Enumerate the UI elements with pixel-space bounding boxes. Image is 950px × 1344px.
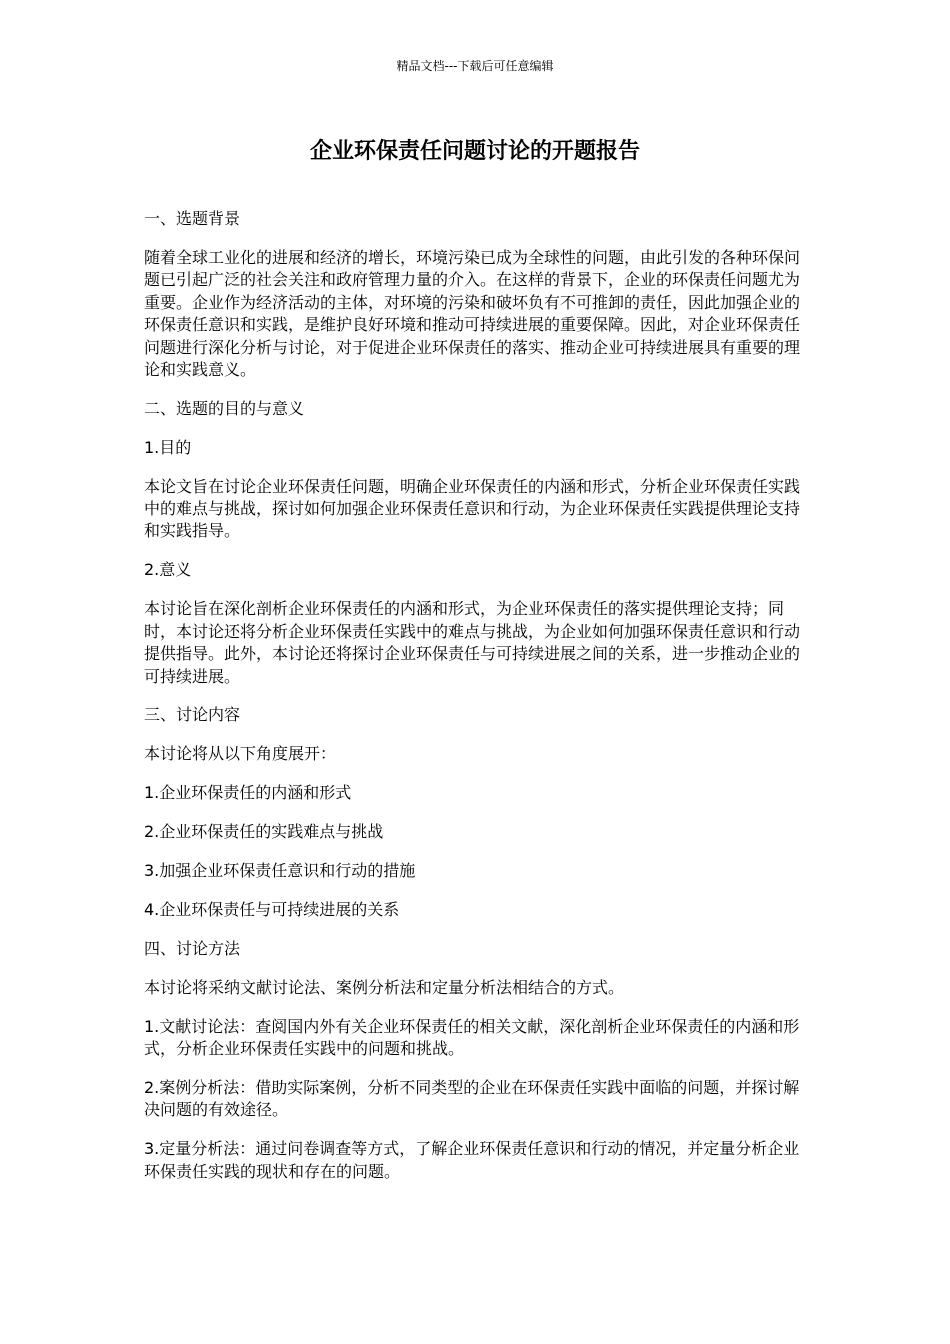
list-item: 1.企业环保责任的内涵和形式 xyxy=(144,783,352,803)
document-body xyxy=(144,208,800,1200)
subheading-significance: 2.意义 xyxy=(144,560,192,580)
paragraph-method-intro: 本讨论将采纳文献讨论法、案例分析法和定量分析法相结合的方式。 xyxy=(144,977,625,997)
method-item: 2.案例分析法：借助实际案例，分析不同类型的企业在环保责任实践中面临的问题，并探讨解决问题的有效途径。 xyxy=(144,1077,800,1120)
section-heading-content: 三、讨论内容 xyxy=(144,705,241,725)
section-heading-background: 一、选题背景 xyxy=(144,209,241,228)
paragraph-background: 随着全球工业化的进展和经济的增长，环境污染已成为全球性的问题，由此引发的各种环保问题已引起广泛的社会关注和政府管理力量的介入。在这样的背景下，企业的环保责任问题尤为重要。企业作为经济活动的主体，对环境的污染和破坏负有不可推卸的责任，因此加强企业的环保责任意识和实践，是维护良好环境和推动可持续进展的重要保障。因此，对企业环保责任问题进行深化分析与讨论，对于促进企业环保责任的落实、推动企业可持续进展具有重要的理论和实践意义。 xyxy=(144,247,801,379)
paragraph-goal: 本论文旨在讨论企业环保责任问题，明确企业环保责任的内涵和形式，分析企业环保责任实践中的难点与挑战，探讨如何加强企业环保责任意识和行动，为企业环保责任实践提供理论支持和实践指导。 xyxy=(144,476,801,541)
list-item: 4.企业环保责任与可持续进展的关系 xyxy=(144,899,400,919)
header-note: 精品文档---下载后可任意编辑 xyxy=(396,59,554,73)
section-heading-purpose: 二、选题的目的与意义 xyxy=(144,398,305,418)
document-title: 企业环保责任问题讨论的开题报告 xyxy=(309,139,640,164)
subheading-goal: 1.目的 xyxy=(144,437,192,457)
list-item: 3.加强企业环保责任意识和行动的措施 xyxy=(144,861,416,881)
paragraph-content-intro: 本讨论将从以下角度展开： xyxy=(144,744,337,764)
method-item: 1.文献讨论法：查阅国内外有关企业环保责任的相关文献，深化剖析企业环保责任的内涵和形式，分析企业环保责任实践中的问题和挑战。 xyxy=(144,1016,800,1059)
section-heading-method: 四、讨论方法 xyxy=(144,938,241,958)
list-item: 2.企业环保责任的实践难点与挑战 xyxy=(144,822,384,842)
paragraph-significance: 本讨论旨在深化剖析企业环保责任的内涵和形式，为企业环保责任的落实提供理论支持；同时，本讨论还将分析企业环保责任实践中的难点与挑战，为企业如何加强环保责任意识和行动提供指导。此外，本讨论还将探讨企业环保责任与可持续进展之间的关系，进一步推动企业的可持续进展。 xyxy=(144,599,801,686)
method-item: 3.定量分析法：通过问卷调查等方式，了解企业环保责任意识和行动的情况，并定量分析企业环保责任实践的现状和存在的问题。 xyxy=(144,1139,800,1181)
